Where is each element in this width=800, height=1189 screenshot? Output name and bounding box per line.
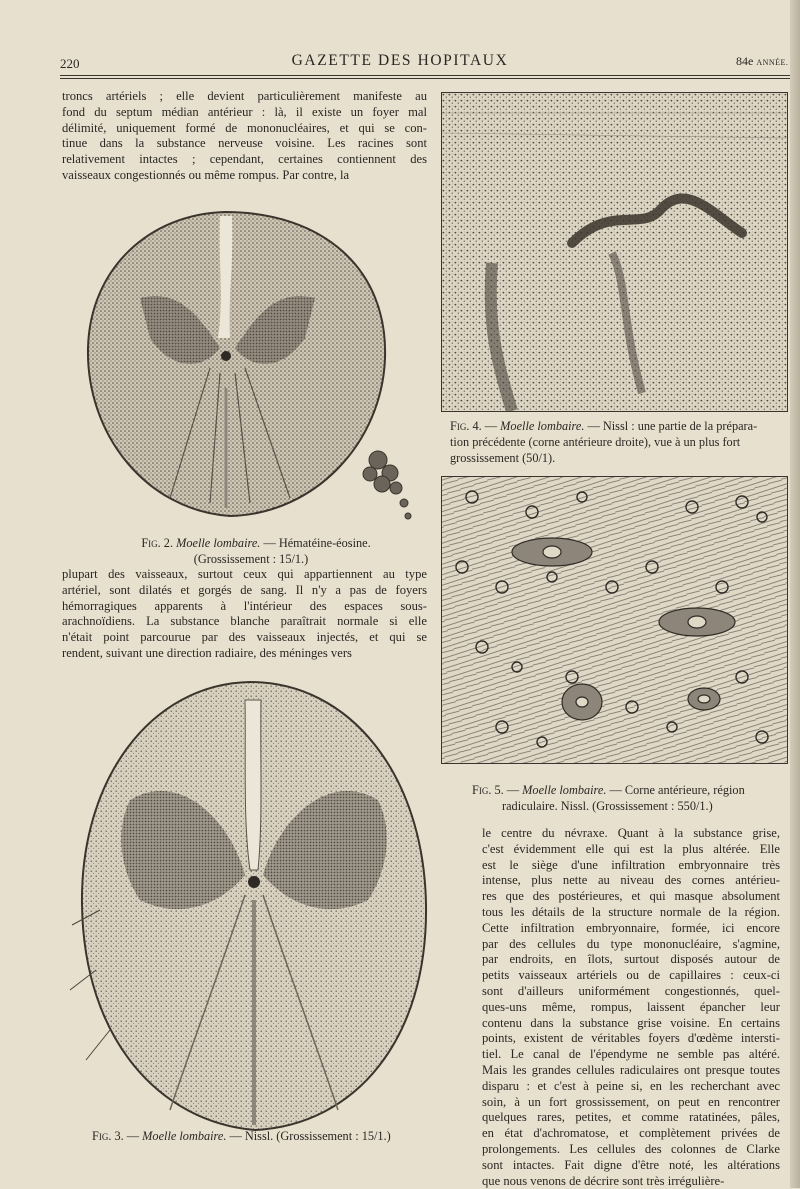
text-line: arachnoïdiens. La substance blanche paraîtrait normale si elle <box>62 614 427 629</box>
header-rule <box>60 78 790 79</box>
text-line: n'était point parcourue par des vaisseaux injectés, et qui se <box>62 630 427 645</box>
figure-2-caption <box>106 535 406 567</box>
text-line: quelques rares, petites, et comme ratatinées, pâles, <box>482 1110 780 1125</box>
figure-4-title: Moelle lombaire. <box>500 419 585 433</box>
year-label <box>736 54 788 69</box>
text-block-col1-top <box>62 89 427 184</box>
journal-title: GAZETTE DES HOPITAUX <box>291 52 509 69</box>
figure-4-label: Fig. 4. <box>450 419 482 433</box>
text-line: Cette infiltration embryonnaire, formée, ici encore <box>482 920 780 935</box>
text-line: vaisseaux congestionnés ou même rompus. Par contre, la <box>62 167 350 182</box>
text-line: le centre du névraxe. Quant à la substance grise, <box>482 826 780 840</box>
text-line: hémorragiques apparents à l'intérieur des espaces sous- <box>62 598 427 613</box>
text-line: par des cellules du type mononucléaire, s'agmine, <box>482 936 780 951</box>
text-line: que nous venons de décrire sont très irrégulière- <box>482 1173 725 1188</box>
figure-5-title: Moelle lombaire. <box>522 783 607 797</box>
page-edge <box>790 0 800 1188</box>
text-line: disparu : et c'est à peine si, en les recherchant avec <box>482 1078 780 1093</box>
figure-5-caption: Fig. 5. — Moelle lombaire. — Corne antérieure, région radiculaire. Nissl. (Grossissement : 550/1.) <box>472 782 792 814</box>
figure-2-desc: — Hématéine-éosine. <box>263 536 371 550</box>
figure-3-caption: Fig. 3. — Moelle lombaire. — Nissl. (Grossissement : 15/1.) <box>92 1129 391 1143</box>
text-line: sont intactes. Fait digne d'être noté, les altérations <box>482 1157 780 1172</box>
text-line: en état d'achromatose, et complètement privées de <box>482 1126 780 1141</box>
page-number: 220 <box>60 56 80 71</box>
text-line: plupart des vaisseaux, surtout ceux qui appartiennent au type <box>62 567 427 581</box>
text-line: artériel, sont dilatés et gorgés de sang. Il n'y a pas de foyers <box>62 582 427 597</box>
text-line: par endroits, en îlots, surtout disposés autour de <box>482 952 780 967</box>
text-line: est le siège d'une infiltration embryonnaire très <box>482 857 780 872</box>
text-line: Mais les grandes cellules radiculaires ont presque toutes <box>482 1062 780 1077</box>
figure-4-caption: Fig. 4. — Moelle lombaire. — Nissl : une partie de la prépara- tion précédente (corne antérieure droite), vue à un plus fort grossissement (50/1). <box>450 418 790 466</box>
text-line: fond du septum médian antérieur : là, il existe un foyer mal <box>62 104 427 119</box>
text-line: soin, à un fort grossissement, on peut en rencontrer <box>482 1094 780 1109</box>
figure-2-label: Fig. 2. <box>141 536 174 550</box>
header-rule <box>60 75 790 76</box>
text-line: délimité, uniquement formé de mononucléaires, et qui se con- <box>62 120 427 135</box>
figure-2-title: Moelle lombaire. <box>176 536 261 550</box>
text-line: rendent, suivant une direction radiaire, des méninges vers <box>62 645 352 660</box>
text-line: sont d'ailleurs uniformément congestionnés, quel- <box>482 983 780 998</box>
text-line: c'est évidemment elle qui est la plus altérée. Elle <box>482 841 780 856</box>
text-line: intense, plus nette au niveau des cornes antérieu- <box>482 873 780 888</box>
year-number: 84e <box>736 54 754 68</box>
figure-5-label: Fig. 5. <box>472 783 504 797</box>
figure-3-label: Fig. 3. <box>92 1129 124 1143</box>
figure-4-illustration <box>441 92 788 412</box>
text-line: res que des postérieures, et qui masque absolument <box>482 889 780 904</box>
text-block-col1-mid <box>62 567 427 662</box>
figure-4-desc: — Nissl : une partie de la prépara- <box>587 419 758 433</box>
figure-3-desc: — Nissl. (Grossissement : 15/1.) <box>229 1129 391 1143</box>
figure-3-title: Moelle lombaire. <box>142 1129 227 1143</box>
figure-5-magnification: radiculaire. Nissl. (Grossissement : 550/1.) <box>502 799 713 813</box>
text-line: tous les détails de la structure normale de la région. <box>482 904 780 919</box>
text-line: tiel. Le canal de l'épendyme ne semble pas altéré. <box>482 1047 780 1062</box>
year-word: ANNÉE. <box>756 58 789 67</box>
figure-2-magnification: (Grossissement : 15/1.) <box>193 552 309 566</box>
text-line: contenu dans la substance grise voisine. En certains <box>482 1015 780 1030</box>
text-line: relativement intactes ; cependant, certaines contiennent des <box>62 152 427 167</box>
figure-5-desc: — Corne antérieure, région <box>609 783 745 797</box>
text-line: petits vaisseaux artériels ou de capillaires : ceux-ci <box>482 968 780 983</box>
text-line: tinue dans la substance nerveuse voisine. Les racines sont <box>62 136 427 151</box>
figure-5-illustration <box>441 476 788 764</box>
text-line: prolongements. Les cellules des colonnes de Clarke <box>482 1141 780 1156</box>
text-block-col2 <box>482 826 780 1189</box>
figure-2-illustration <box>60 198 435 533</box>
figure-3-illustration <box>60 670 440 1145</box>
text-line: ques-uns même, rompus, laissent épancher leur <box>482 999 780 1014</box>
figure-4-desc-line-2: tion précédente (corne antérieure droite), vue à un plus fort <box>450 435 741 449</box>
text-line: points, existent de véritables foyers d'œdème intersti- <box>482 1031 780 1046</box>
figure-4-magnification: grossissement (50/1). <box>450 451 556 465</box>
text-line: troncs artériels ; elle devient particulièrement manifeste au <box>62 89 427 103</box>
